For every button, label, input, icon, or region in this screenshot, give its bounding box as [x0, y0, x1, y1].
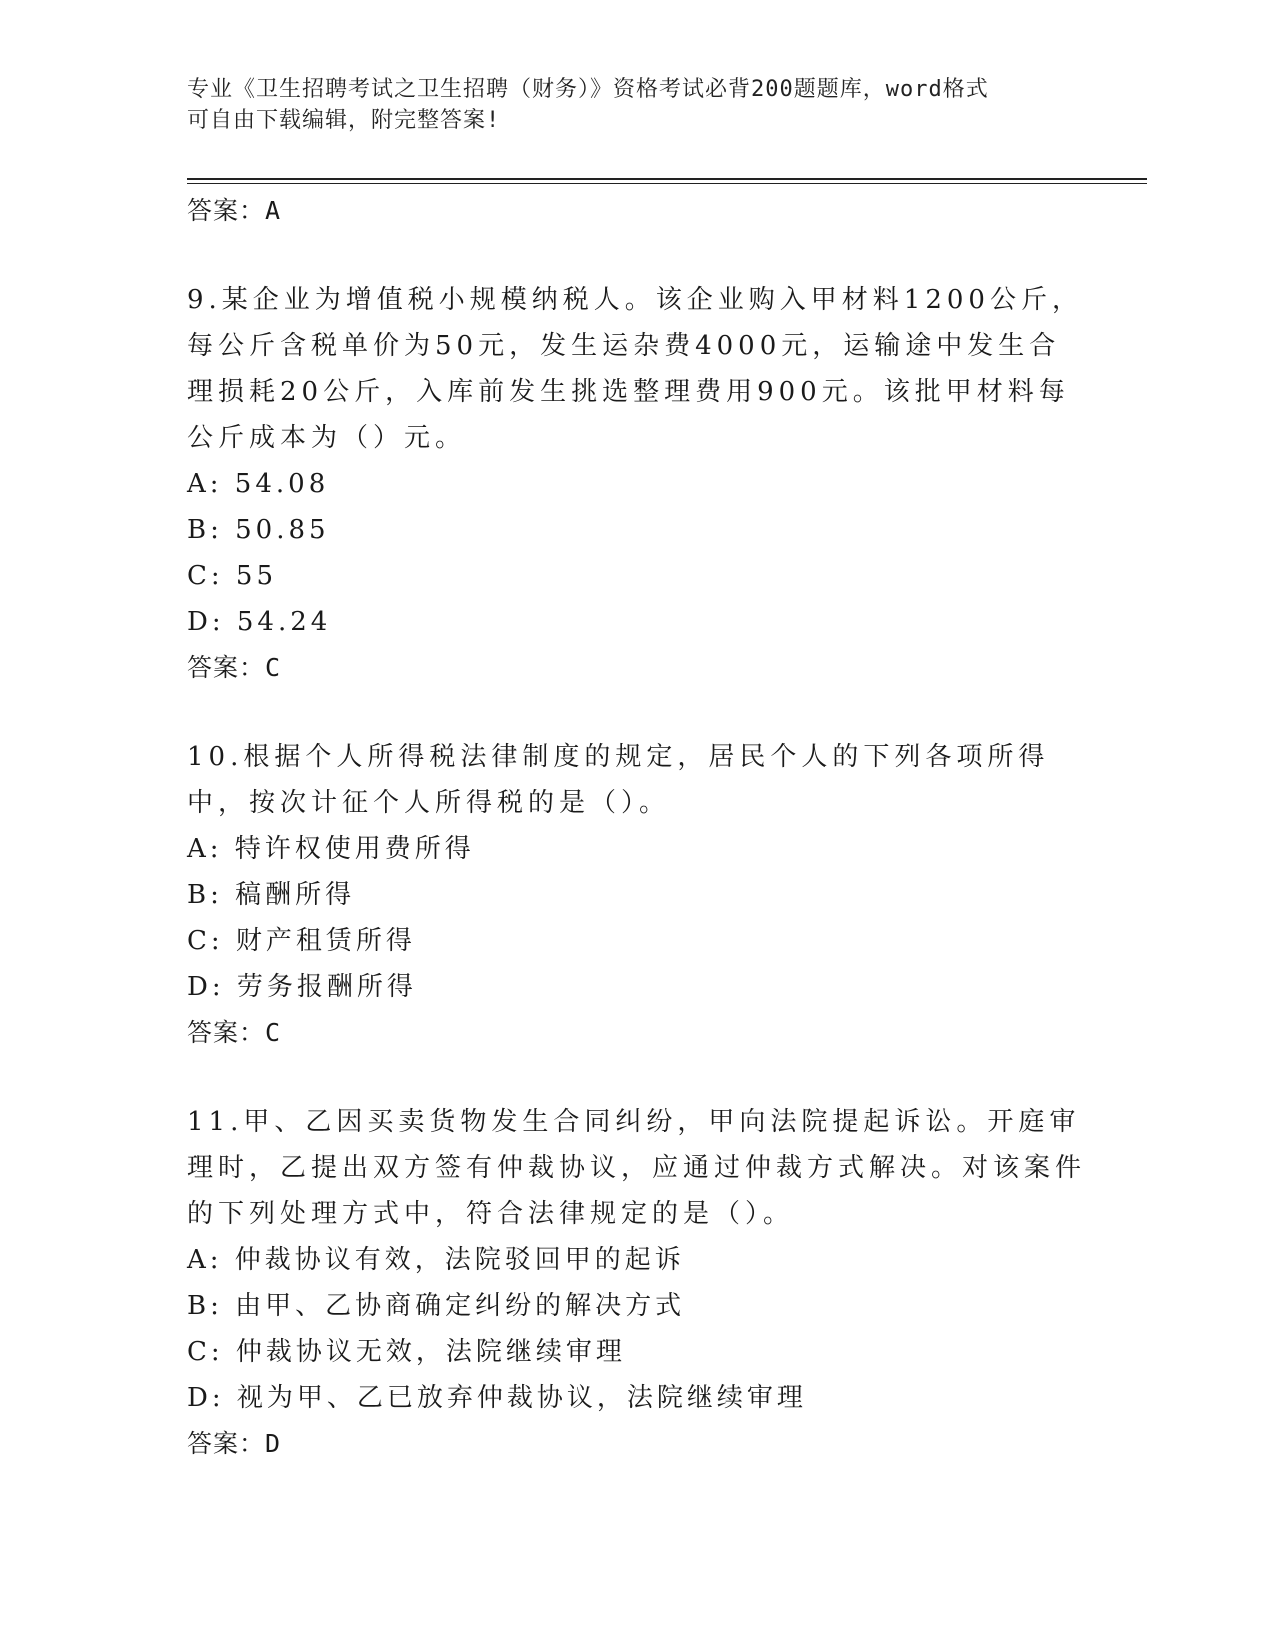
option-c: C: 财产租赁所得 [187, 926, 416, 956]
option-d: D: 54.24 [187, 607, 332, 637]
option-a: A: 仲裁协议有效，法院驳回甲的起诉 [187, 1245, 685, 1275]
answer-label: 答案：C [187, 1018, 282, 1047]
option-d: D: 视为甲、乙已放弃仲裁协议，法院继续审理 [187, 1383, 807, 1413]
question-stem: 11.甲、乙因买卖货物发生合同纠纷，甲向法院提起诉讼。开庭审理时，乙提出双方签有仲裁协议，应通过仲裁方式解决。对该案件的下列处理方式中，符合法律规定的是（）。 [187, 1107, 1087, 1229]
header-title-line-2: 可自由下载编辑，附完整答案! [187, 108, 501, 133]
question-10 [187, 734, 1087, 1056]
question-stem: 10.根据个人所得税法律制度的规定，居民个人的下列各项所得中，按次计征个人所得税的是（）。 [187, 742, 1050, 818]
option-c: C: 55 [187, 561, 278, 591]
question-stem: 9.某企业为增值税小规模纳税人。该企业购入甲材料1200公斤，每公斤含税单价为50元，发生运杂费4000元，运输途中发生合理损耗20公斤，入库前发生挑选整理费用900元。该批甲材料每公斤成本为（）元。 [187, 285, 1083, 453]
option-c: C: 仲裁协议无效，法院继续审理 [187, 1337, 626, 1367]
previous-answer: 答案：A [187, 196, 282, 225]
page-header [187, 74, 1087, 136]
header-divider [187, 178, 1147, 180]
option-a: A: 特许权使用费所得 [187, 834, 475, 864]
answer-label: 答案：C [187, 653, 282, 682]
option-d: D: 劳务报酬所得 [187, 972, 417, 1002]
option-b: B: 由甲、乙协商确定纠纷的解决方式 [187, 1291, 686, 1321]
question-list [187, 188, 1087, 1510]
question-11 [187, 1099, 1087, 1467]
option-b: B: 50.85 [187, 515, 330, 545]
answer-label: 答案：D [187, 1429, 282, 1458]
option-b: B: 稿酬所得 [187, 880, 356, 910]
question-9 [187, 277, 1087, 691]
option-a: A: 54.08 [187, 469, 330, 499]
header-title-line-1: 专业《卫生招聘考试之卫生招聘（财务）》资格考试必背200题题库，word格式 [187, 77, 989, 102]
